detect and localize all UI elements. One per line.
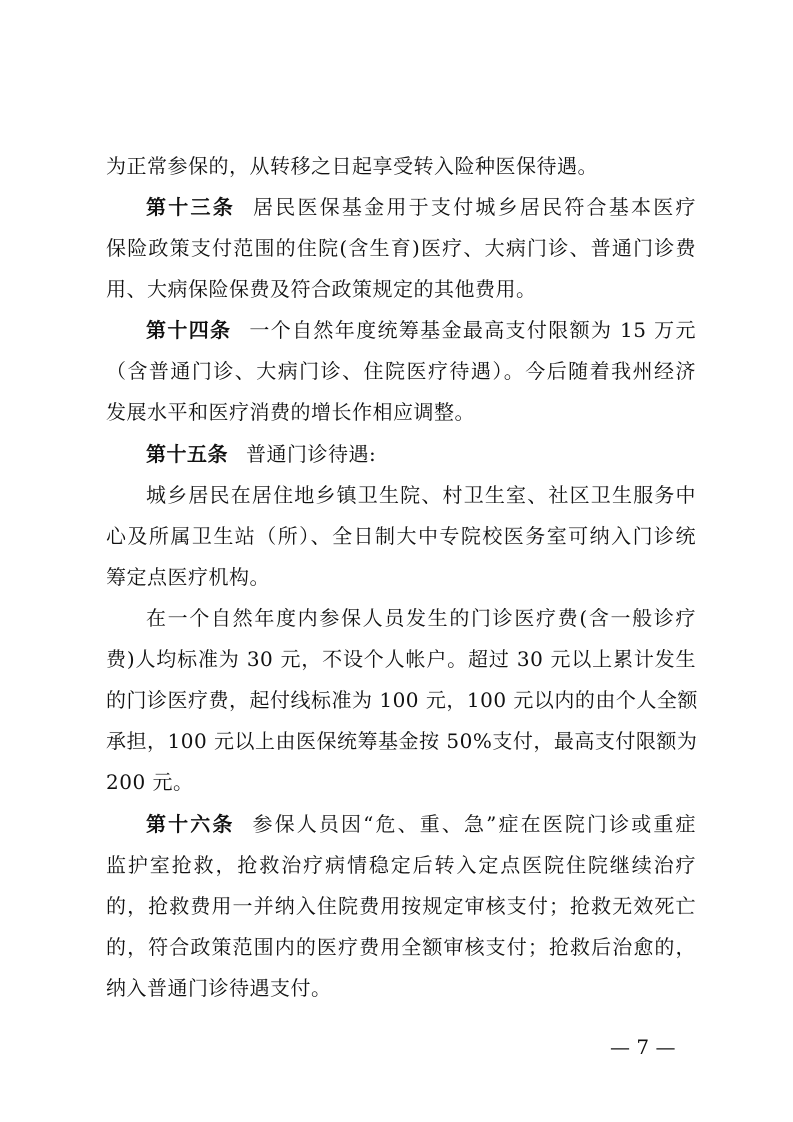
article-15-heading: 第十五条 <box>146 442 228 466</box>
article-13-text: 居民医保基金用于支付城乡居民符合基本医疗 <box>252 195 697 219</box>
text-line: 的，抢救费用一并纳入住院费用按规定审核支付；抢救无效死亡 <box>106 894 696 918</box>
text-line: 用、大病保险保费及符合政策规定的其他费用。 <box>106 277 537 301</box>
article-13-line <box>146 193 696 221</box>
text-line: 城乡居民在居住地乡镇卫生院、村卫生室、社区卫生服务中 <box>146 483 696 507</box>
text-line: 费)人均标准为 30 元，不设个人帐户。超过 30 元以上累计发生 <box>106 647 696 671</box>
text-line: （含普通门诊、大病门诊、住院医疗待遇）。今后随着我州经济 <box>106 359 696 383</box>
article-14-line <box>146 316 696 344</box>
text-line: 监护室抢救，抢救治疗病情稳定后转入定点医院住院继续治疗 <box>106 853 696 877</box>
text-line: 为正常参保的，从转移之日起享受转入险种医保待遇。 <box>106 154 598 178</box>
text-line: 心及所属卫生站（所）、全日制大中专院校医务室可纳入门诊统 <box>106 524 696 548</box>
text-line: 发展水平和医疗消费的增长作相应调整。 <box>106 400 475 424</box>
text-line: 纳入普通门诊待遇支付。 <box>106 976 332 1000</box>
article-15-line <box>146 440 696 468</box>
article-13-heading: 第十三条 <box>146 195 235 219</box>
article-16-heading: 第十六条 <box>146 812 235 836</box>
article-16-text: 参保人员因“危、重、急”症在医院门诊或重症 <box>252 812 697 836</box>
article-15-text: 普通门诊待遇: <box>246 442 377 466</box>
text-line: 保险政策支付范围的住院(含生育)医疗、大病门诊、普通门诊费 <box>106 236 696 260</box>
article-14-heading: 第十四条 <box>146 318 232 342</box>
text-line: 的门诊医疗费，起付线标准为 100 元，100 元以内的由个人全额 <box>106 688 698 712</box>
text-line: 200 元。 <box>106 770 194 794</box>
page-number: — 7 — <box>610 1035 676 1059</box>
article-14-text: 一个自然年度统筹基金最高支付限额为 15 万元 <box>249 318 696 342</box>
article-16-line <box>146 810 696 838</box>
text-line: 承担，100 元以上由医保统筹基金按 50%支付，最高支付限额为 <box>106 729 698 753</box>
text-line: 在一个自然年度内参保人员发生的门诊医疗费(含一般诊疗 <box>146 606 696 630</box>
text-line: 筹定点医疗机构。 <box>106 565 270 589</box>
text-line: 的，符合政策范围内的医疗费用全额审核支付；抢救后治愈的， <box>106 935 696 959</box>
